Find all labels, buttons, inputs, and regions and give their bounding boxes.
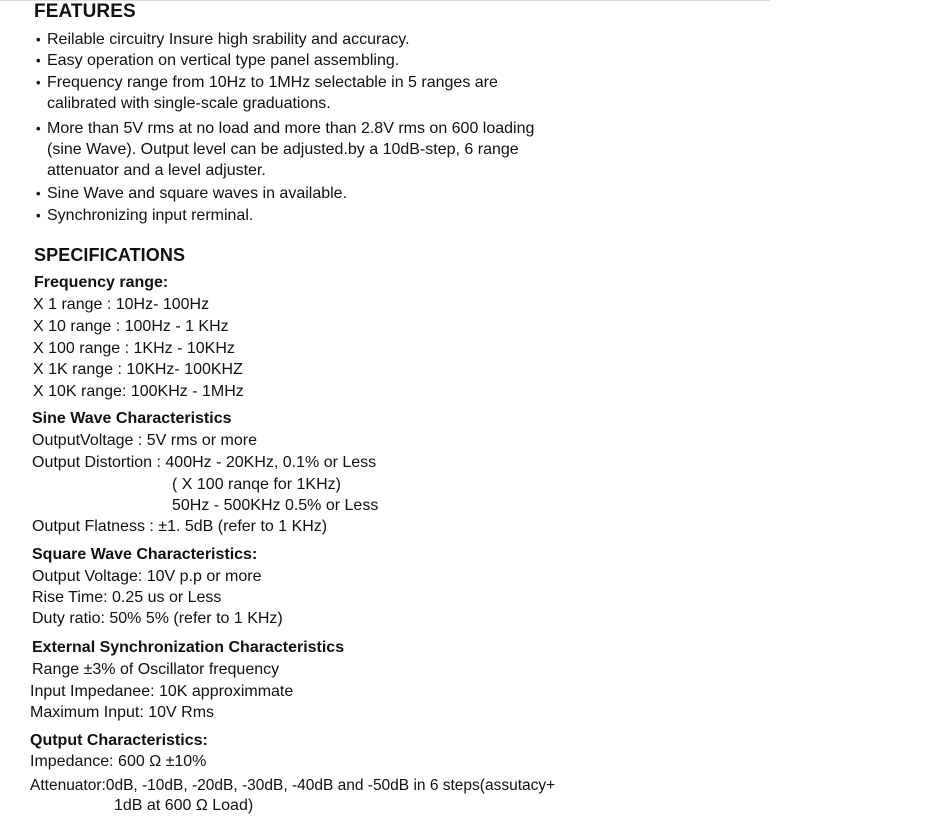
feature-text: Frequency range from 10Hz to 1MHz selectable in 5 ranges are calibrated with single-scale graduations. (47, 74, 498, 112)
bullet-dot: • (36, 208, 41, 223)
spec-line: Attenuator:0dB, -10dB, -20dB, -30dB, -40dB and -50dB in 6 steps(assutacy+ (30, 777, 556, 794)
feature-item (36, 205, 607, 226)
feature-text: Easy operation on vertical type panel assembling. (47, 52, 400, 69)
frequency-range-title: Frequency range: (34, 274, 169, 291)
features-heading: FEATURES (34, 1, 136, 22)
spec-line: 1dB at 600 Ω Load) (114, 797, 254, 814)
feature-text: Sine Wave and square waves in available. (47, 185, 348, 202)
spec-line: X 10 range : 100Hz - 1 KHz (33, 318, 229, 335)
spec-line: Maximum Input: 10V Rms (30, 704, 215, 721)
spec-line: Impedance: 600 Ω ±10% (30, 753, 207, 770)
spec-line: Duty ratio: 50% 5% (refer to 1 KHz) (32, 610, 283, 627)
spec-line: Rise Time: 0.25 us or Less (32, 589, 222, 606)
feature-item (36, 72, 607, 114)
feature-item (36, 29, 607, 50)
spec-line: OutputVoltage : 5V rms or more (32, 432, 257, 449)
spec-line: Output Voltage: 10V p.p or more (32, 568, 262, 585)
feature-item (36, 183, 607, 204)
specifications-heading: SPECIFICATIONS (34, 245, 186, 265)
spec-line: ( X 100 ranqe for 1KHz) (172, 476, 341, 493)
output-characteristics-title: Qutput Characteristics: (30, 732, 208, 749)
spec-line: Output Flatness : ±1. 5dB (refer to 1 KHz) (32, 518, 328, 535)
bullet-dot: • (36, 53, 41, 68)
spec-line: Input Impedanee: 10K approximmate (30, 683, 294, 700)
square-wave-title: Square Wave Characteristics: (32, 546, 258, 563)
bullet-dot: • (36, 121, 41, 136)
spec-line: Output Distortion : 400Hz - 20KHz, 0.1% or Less (32, 454, 377, 471)
spec-line: X 1K range : 10KHz- 100KHZ (33, 361, 243, 378)
bullet-dot: • (36, 32, 41, 47)
spec-line: X 1 range : 10Hz- 100Hz (33, 296, 210, 313)
spec-line: 50Hz - 500KHz 0.5% or Less (172, 497, 379, 514)
bullet-dot: • (36, 186, 41, 201)
feature-text: Synchronizing input rerminal. (47, 207, 254, 224)
external-sync-title: External Synchronization Characteristics (32, 639, 345, 656)
feature-text: More than 5V rms at no load and more than 2.8V rms on 600 loading (sine Wave). Output level can be adjusted.by a 10dB-step, 6 range attenuator and a level adjuster. (47, 120, 535, 179)
sine-wave-title: Sine Wave Characteristics (32, 410, 232, 427)
feature-item (36, 50, 607, 71)
spec-line: X 10K range: 100KHz - 1MHz (33, 383, 244, 400)
feature-item (36, 118, 627, 181)
feature-text: Reilable circuitry Insure high srability and accuracy. (47, 31, 410, 48)
bullet-dot: • (36, 75, 41, 90)
spec-line: Range ±3% of Oscillator frequency (32, 661, 280, 678)
spec-line: X 100 range : 1KHz - 10KHz (33, 340, 235, 357)
